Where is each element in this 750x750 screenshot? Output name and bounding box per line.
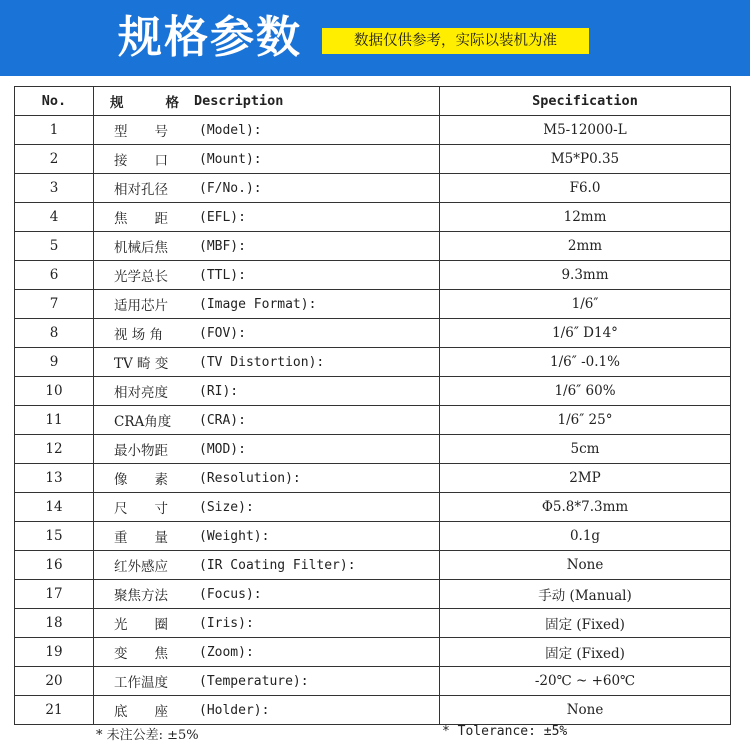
param-name-cn: 聚焦方法 bbox=[114, 588, 168, 604]
table-row bbox=[15, 377, 731, 406]
param-name-cn: 底 座 bbox=[114, 704, 168, 720]
param-name-en: (Image Format): bbox=[199, 296, 317, 312]
table-row bbox=[15, 290, 731, 319]
row-description bbox=[94, 377, 440, 406]
param-name-cn: 尺 寸 bbox=[114, 501, 168, 517]
param-value: None bbox=[440, 696, 731, 725]
table-row bbox=[15, 667, 731, 696]
param-value: M5*P0.35 bbox=[440, 145, 731, 174]
row-description bbox=[94, 696, 440, 725]
disclaimer-note: 数据仅供参考，实际以装机为准 bbox=[322, 28, 589, 54]
param-value: 9.3mm bbox=[440, 261, 731, 290]
param-name-cn: 机械后焦 bbox=[114, 240, 168, 256]
param-value: F6.0 bbox=[440, 174, 731, 203]
param-value: 1/6″ D14° bbox=[440, 319, 731, 348]
param-value: 12mm bbox=[440, 203, 731, 232]
param-name-cn: 相对孔径 bbox=[114, 182, 168, 198]
row-number: 16 bbox=[15, 551, 94, 580]
param-name-cn: 相对亮度 bbox=[114, 385, 168, 401]
param-name-en: (Mount): bbox=[199, 151, 262, 167]
param-name-en: (Temperature): bbox=[199, 673, 309, 689]
param-name-en: (Zoom): bbox=[199, 644, 254, 660]
header-specification: Specification bbox=[440, 87, 731, 116]
param-name-cn: 红外感应 bbox=[114, 559, 168, 575]
row-number: 15 bbox=[15, 522, 94, 551]
row-description bbox=[94, 580, 440, 609]
row-number: 7 bbox=[15, 290, 94, 319]
row-number: 10 bbox=[15, 377, 94, 406]
table-row bbox=[15, 406, 731, 435]
param-value: Φ5.8*7.3mm bbox=[440, 493, 731, 522]
param-value: 1/6″ bbox=[440, 290, 731, 319]
table-row bbox=[15, 696, 731, 725]
param-name-en: (TV Distortion): bbox=[199, 354, 325, 370]
row-number: 13 bbox=[15, 464, 94, 493]
row-number: 14 bbox=[15, 493, 94, 522]
table-row bbox=[15, 522, 731, 551]
row-number: 1 bbox=[15, 116, 94, 145]
param-name-en: (TTL): bbox=[199, 267, 246, 283]
row-number: 11 bbox=[15, 406, 94, 435]
param-name-en: (Iris): bbox=[199, 615, 254, 631]
table-row bbox=[15, 319, 731, 348]
param-name-cn: TV 畸 变 bbox=[114, 356, 169, 372]
row-description bbox=[94, 348, 440, 377]
param-name-cn: 接 口 bbox=[114, 153, 168, 169]
param-value: 1/6″ 25° bbox=[440, 406, 731, 435]
row-description bbox=[94, 261, 440, 290]
table-row bbox=[15, 348, 731, 377]
param-value: 2MP bbox=[440, 464, 731, 493]
footer-tolerance-cn: * 未注公差: ±5% bbox=[96, 728, 199, 743]
param-name-cn: 像 素 bbox=[114, 472, 168, 488]
param-value: 5cm bbox=[440, 435, 731, 464]
row-number: 2 bbox=[15, 145, 94, 174]
param-name-cn: 型 号 bbox=[114, 124, 168, 140]
param-value: 1/6″ 60% bbox=[440, 377, 731, 406]
row-description bbox=[94, 493, 440, 522]
param-name-en: (Weight): bbox=[199, 528, 270, 544]
param-value: -20℃ ~ +60℃ bbox=[440, 667, 731, 696]
param-name-en: (MBF): bbox=[199, 238, 246, 254]
table-row bbox=[15, 116, 731, 145]
param-name-cn: 工作温度 bbox=[114, 675, 168, 691]
row-number: 5 bbox=[15, 232, 94, 261]
table-header-row bbox=[15, 87, 731, 116]
param-name-en: (F/No.): bbox=[199, 180, 262, 196]
table-row bbox=[15, 145, 731, 174]
param-name-en: (Size): bbox=[199, 499, 254, 515]
table-row bbox=[15, 580, 731, 609]
param-name-en: (IR Coating Filter): bbox=[199, 557, 356, 573]
param-name-en: (Model): bbox=[199, 122, 262, 138]
param-name-en: (CRA): bbox=[199, 412, 246, 428]
row-number: 18 bbox=[15, 609, 94, 638]
param-name-en: (MOD): bbox=[199, 441, 246, 457]
param-name-cn: 光学总长 bbox=[114, 269, 168, 285]
param-name-cn: 适用芯片 bbox=[114, 298, 168, 314]
param-value: 2mm bbox=[440, 232, 731, 261]
table-row bbox=[15, 638, 731, 667]
row-description bbox=[94, 667, 440, 696]
param-name-cn: 变 焦 bbox=[114, 646, 168, 662]
row-number: 21 bbox=[15, 696, 94, 725]
row-description bbox=[94, 290, 440, 319]
table-row bbox=[15, 493, 731, 522]
table-row bbox=[15, 261, 731, 290]
row-description bbox=[94, 609, 440, 638]
param-value: M5-12000-L bbox=[440, 116, 731, 145]
row-number: 9 bbox=[15, 348, 94, 377]
table-row bbox=[15, 464, 731, 493]
param-name-cn: 视 场 角 bbox=[114, 327, 164, 343]
table-row bbox=[15, 609, 731, 638]
row-number: 20 bbox=[15, 667, 94, 696]
header-name-char1: 规 bbox=[110, 95, 124, 111]
param-name-cn: 焦 距 bbox=[114, 211, 168, 227]
header-banner bbox=[0, 0, 750, 76]
param-name-cn: CRA角度 bbox=[114, 414, 172, 430]
table-row bbox=[15, 232, 731, 261]
param-value: 固定 (Fixed) bbox=[440, 638, 731, 667]
row-description bbox=[94, 203, 440, 232]
row-description bbox=[94, 232, 440, 261]
row-description bbox=[94, 638, 440, 667]
param-name-cn: 光 圈 bbox=[114, 617, 168, 633]
row-number: 3 bbox=[15, 174, 94, 203]
row-number: 4 bbox=[15, 203, 94, 232]
param-name-cn: 最小物距 bbox=[114, 443, 168, 459]
table-row bbox=[15, 551, 731, 580]
param-name-en: (Focus): bbox=[199, 586, 262, 602]
page-title: 规格参数 bbox=[118, 12, 302, 63]
param-name-en: (RI): bbox=[199, 383, 239, 399]
row-number: 8 bbox=[15, 319, 94, 348]
header-description bbox=[94, 87, 440, 116]
row-description bbox=[94, 116, 440, 145]
row-number: 17 bbox=[15, 580, 94, 609]
row-description bbox=[94, 551, 440, 580]
row-description bbox=[94, 522, 440, 551]
header-description-label: Description bbox=[194, 93, 284, 109]
param-name-en: (Holder): bbox=[199, 702, 270, 718]
spec-table-body bbox=[15, 116, 731, 725]
row-description bbox=[94, 319, 440, 348]
row-description bbox=[94, 145, 440, 174]
param-value: None bbox=[440, 551, 731, 580]
param-name-en: (Resolution): bbox=[199, 470, 301, 486]
row-description bbox=[94, 174, 440, 203]
param-value: 固定 (Fixed) bbox=[440, 609, 731, 638]
spec-table bbox=[14, 86, 731, 725]
param-value: 1/6″ -0.1% bbox=[440, 348, 731, 377]
header-no: No. bbox=[15, 87, 94, 116]
param-name-en: (EFL): bbox=[199, 209, 246, 225]
table-row bbox=[15, 203, 731, 232]
header-name-char2: 格 bbox=[165, 95, 179, 111]
row-number: 6 bbox=[15, 261, 94, 290]
footer-tolerance-en: * Tolerance: ±5% bbox=[442, 724, 568, 739]
row-number: 19 bbox=[15, 638, 94, 667]
param-name-cn: 重 量 bbox=[114, 530, 168, 546]
param-value: 手动 (Manual) bbox=[440, 580, 731, 609]
table-row bbox=[15, 435, 731, 464]
table-row bbox=[15, 174, 731, 203]
row-description bbox=[94, 464, 440, 493]
row-description bbox=[94, 406, 440, 435]
row-description bbox=[94, 435, 440, 464]
row-number: 12 bbox=[15, 435, 94, 464]
param-value: 0.1g bbox=[440, 522, 731, 551]
param-name-en: (FOV): bbox=[199, 325, 246, 341]
